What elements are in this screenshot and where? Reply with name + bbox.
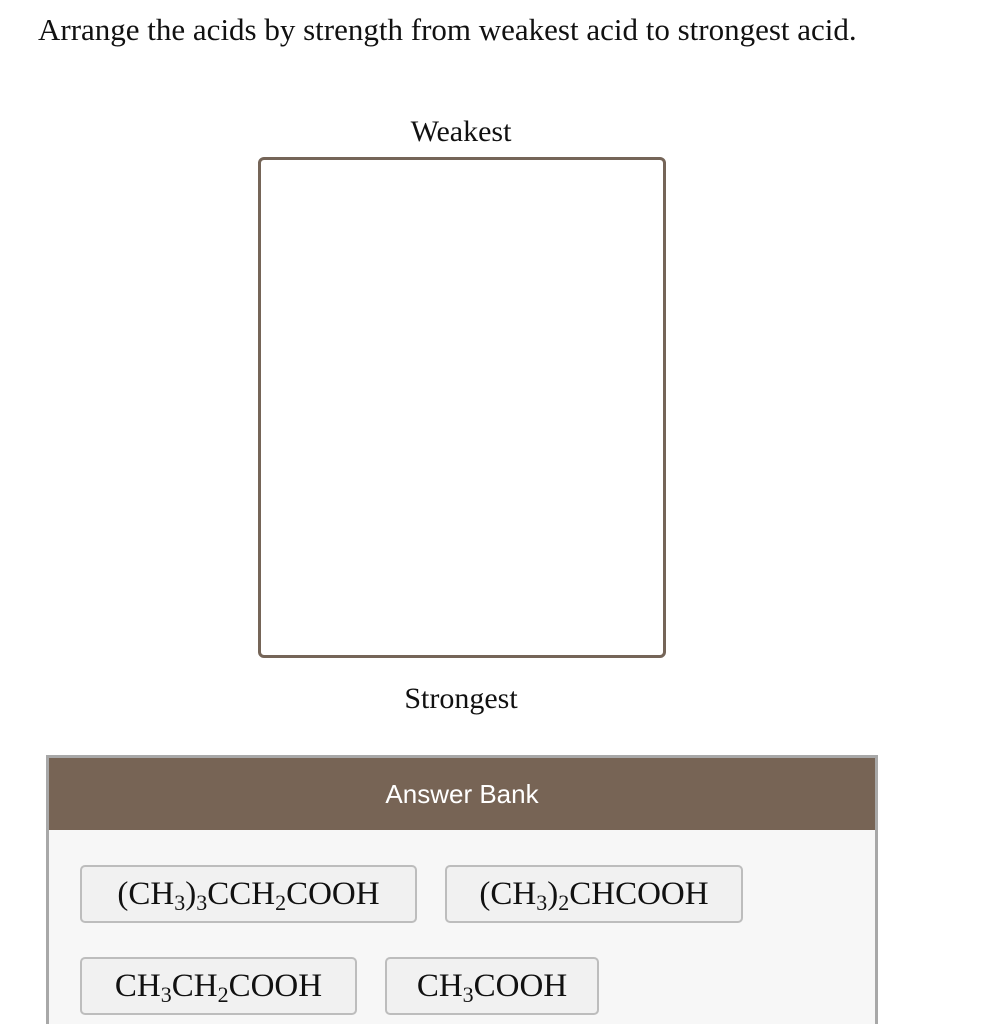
- strongest-label: Strongest: [404, 682, 518, 715]
- answer-tile[interactable]: $CH_3CH_2COOH$: [80, 957, 357, 1015]
- answer-tile[interactable]: $CH_3COOH$: [385, 957, 599, 1015]
- answer-bank: [46, 755, 878, 1024]
- answer-tile[interactable]: $(CH_3)_2CHCOOH$: [445, 865, 743, 923]
- weakest-label: Weakest: [410, 115, 512, 148]
- answer-tile[interactable]: $(CH_3)_3CCH_2COOH$: [80, 865, 417, 923]
- answer-bank-title: Answer Bank: [49, 758, 875, 830]
- ranking-drop-zone[interactable]: [258, 157, 666, 658]
- question-text: Arrange the acids by strength from weakest acid to strongest acid.: [38, 12, 857, 47]
